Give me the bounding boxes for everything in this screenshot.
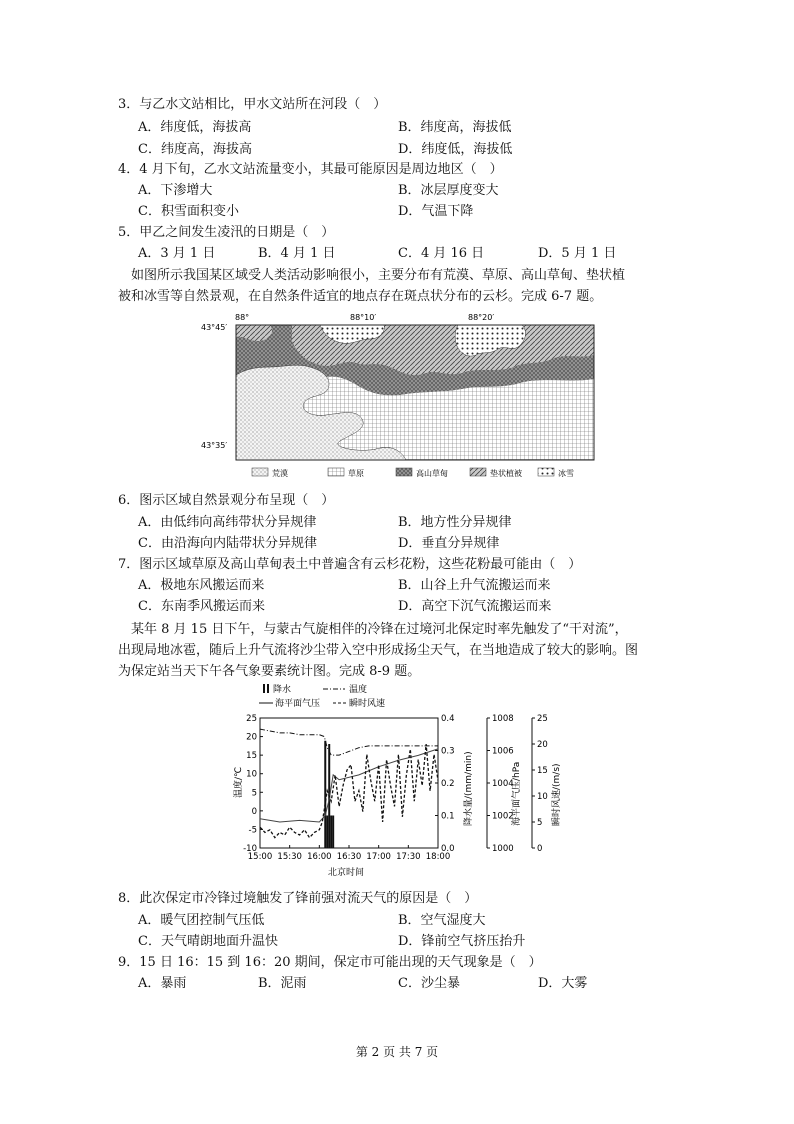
precip-tick-label: 0.0 (441, 844, 455, 854)
q6-option-d[interactable]: D．垂直分异规律 (398, 536, 500, 551)
weather-chart (225, 680, 565, 880)
q4-option-d[interactable]: D．气温下降 (398, 204, 474, 219)
axis-title-pressure: 海平面气压/hPa (512, 761, 522, 826)
intro-6-7 (118, 265, 678, 307)
q7-option-d[interactable]: D．高空下沉气流搬运而来 (398, 599, 552, 614)
pressure-tick-label: 1000 (492, 844, 514, 854)
wind-speed-line (260, 744, 438, 838)
intro-6-7-line2: 被和冰雪等自然景观，在自然条件适宜的地点存在斑点状分布的云杉。完成 6-7 题。 (118, 289, 603, 304)
temperature-line (260, 729, 438, 755)
axis-title-wind: 瞬时风速/(m/s) (552, 763, 562, 826)
temp-tick-label: 25 (246, 714, 257, 724)
intro-6-7-line1: 如图所示我国某区域受人类活动影响很小，主要分布有荒漠、草原、高山草甸、垫状植 (118, 268, 626, 283)
plot-frame (260, 718, 438, 848)
precip-tick-label: 0.4 (441, 714, 455, 724)
map-legend (252, 468, 574, 478)
intro-8-9-line1: 某年 8 月 15 日下午，与蒙古气旋相伴的冷锋在过境河北保定时率先触发了“干对流”， (118, 622, 628, 637)
q6-option-a[interactable]: A．由低纬向高纬带状分异规律 (138, 515, 317, 530)
axis-title-precip: 降水量/(mm/min) (464, 751, 474, 826)
precip-bar (332, 816, 334, 849)
wind-tick-label: 0 (537, 844, 543, 854)
pressure-tick-label: 1002 (492, 811, 514, 822)
precip-bar (324, 741, 326, 848)
q9-option-d[interactable]: D．大雾 (538, 976, 588, 991)
q4-option-c[interactable]: C．积雪面积变小 (138, 204, 239, 219)
temp-tick-label: 0 (251, 806, 257, 817)
wind-tick-label: 15 (537, 766, 548, 776)
x-tick-label: 17:00 (366, 852, 391, 862)
legend-precip: 降水 (273, 685, 292, 695)
lon-label-88-10: 88°10′ (350, 313, 377, 322)
lon-label-88: 88° (235, 313, 250, 322)
q3-option-a[interactable]: A．纬度低，海拔高 (138, 120, 252, 135)
x-tick-label: 16:30 (336, 852, 362, 862)
q4-option-a[interactable]: A．下渗增大 (138, 183, 213, 198)
q5-stem: 5．甲乙之间发生凌汛的日期是（ ） (118, 225, 335, 240)
q3-option-c[interactable]: C．纬度高，海拔高 (138, 142, 252, 157)
wind-tick-label: 10 (537, 792, 548, 802)
q9-option-a[interactable]: A．暴雨 (138, 976, 187, 991)
legend-alpine-meadow: 高山草甸 (416, 469, 448, 478)
lat-label-43-45: 43°45′ (201, 323, 228, 332)
axis-title-temp: 温度/℃ (234, 766, 244, 798)
temp-tick-label: -5 (248, 825, 257, 836)
q4-stem: 4．4 月下旬，乙水文站流量变小，其最可能原因是周边地区（ ） (118, 162, 503, 177)
x-tick-label: 18:00 (425, 852, 451, 862)
precip-tick-label: 0.2 (441, 779, 455, 789)
temp-tick-label: 20 (246, 732, 257, 743)
legend-grassland: 草原 (348, 469, 364, 478)
q4-option-b[interactable]: B．冰层厚度变大 (398, 183, 499, 198)
legend-temp: 温度 (349, 685, 368, 695)
series-layer (260, 729, 438, 848)
landscape-map (200, 311, 600, 483)
q3-stem: 3．与乙水文站相比，甲水文站所在河段（ ） (118, 97, 387, 112)
temp-tick-label: -10 (243, 844, 257, 854)
q3-option-b[interactable]: B．纬度高，海拔低 (398, 120, 512, 135)
x-tick-label: 15:00 (247, 852, 273, 862)
q9-option-b[interactable]: B．泥雨 (258, 976, 307, 991)
lon-label-88-20: 88°20′ (468, 313, 495, 322)
q8-stem: 8．此次保定市冷锋过境触发了锋前强对流天气的原因是（ ） (118, 891, 478, 906)
pressure-tick-label: 1004 (492, 779, 514, 789)
temp-tick-label: 10 (246, 769, 257, 780)
legend-pressure: 海平面气压 (275, 699, 321, 709)
q7-option-b[interactable]: B．山谷上升气流搬运而来 (398, 578, 551, 593)
precip-tick-label: 0.3 (441, 746, 455, 757)
q5-option-b[interactable]: B．4 月 1 日 (258, 246, 336, 261)
q5-option-a[interactable]: A．3 月 1 日 (138, 246, 216, 261)
lat-label-43-35: 43°35′ (201, 441, 228, 450)
temp-tick-label: 15 (246, 751, 257, 762)
pressure-tick-label: 1006 (492, 746, 514, 757)
legend-desert: 荒漠 (272, 469, 288, 478)
x-tick-label: 16:00 (307, 852, 332, 862)
q8-option-b[interactable]: B．空气湿度大 (398, 913, 486, 928)
axis-ticks (243, 714, 548, 862)
q7-stem: 7．图示区域草原及高山草甸表土中普遍含有云杉花粉，这些花粉最可能由（ ） (118, 557, 582, 572)
legend-wind: 瞬时风速 (349, 699, 386, 709)
wind-tick-label: 20 (537, 740, 548, 750)
q7-option-a[interactable]: A．极地东风搬运而来 (138, 578, 265, 593)
pressure-line (260, 749, 438, 822)
q9-stem: 9．15 日 16：15 到 16：20 期间，保定市可能出现的天气现象是（ ） (118, 955, 542, 970)
precip-bar (330, 816, 332, 849)
intro-8-9 (118, 619, 678, 682)
pressure-tick-label: 1008 (492, 714, 514, 724)
q6-stem: 6．图示区域自然景观分布呈现（ ） (118, 493, 335, 508)
x-tick-label: 17:30 (396, 852, 421, 862)
q8-option-d[interactable]: D．锋前空气挤压抬升 (398, 934, 526, 949)
q8-option-c[interactable]: C．天气晴朗地面升温快 (138, 934, 278, 949)
map-area (236, 325, 594, 460)
temp-tick-label: 5 (251, 788, 257, 799)
q6-option-b[interactable]: B．地方性分异规律 (398, 515, 512, 530)
legend-cushion: 垫状植被 (490, 469, 522, 478)
legend-snow: 冰雪 (558, 469, 574, 478)
q9-option-c[interactable]: C．沙尘暴 (398, 976, 460, 991)
intro-8-9-line2: 出现局地冰雹，随后上升气流将沙尘带入空中形成扬尘天气，在当地造成了较大的影响。图 (118, 643, 639, 658)
chart-legend (259, 683, 385, 709)
q5-option-c[interactable]: C．4 月 16 日 (398, 246, 485, 261)
x-tick-label: 15:30 (277, 852, 302, 862)
wind-tick-label: 5 (537, 818, 543, 828)
q3-option-d[interactable]: D．纬度低，海拔低 (398, 142, 513, 157)
x-axis-title: 北京时间 (328, 868, 365, 878)
precip-bar (326, 816, 328, 849)
page-footer: 第 2 页 共 7 页 (355, 1045, 439, 1059)
wind-tick-label: 25 (537, 714, 548, 724)
q6-option-c[interactable]: C．由沿海向内陆带状分异规律 (138, 536, 317, 551)
q7-option-c[interactable]: C．东南季风搬运而来 (138, 599, 265, 614)
q8-option-a[interactable]: A．暖气团控制气压低 (138, 913, 265, 928)
intro-8-9-line3: 为保定站当天下午各气象要素统计图。完成 8-9 题。 (118, 664, 421, 679)
precip-tick-label: 0.1 (441, 811, 455, 822)
q5-option-d[interactable]: D．5 月 1 日 (538, 246, 617, 261)
